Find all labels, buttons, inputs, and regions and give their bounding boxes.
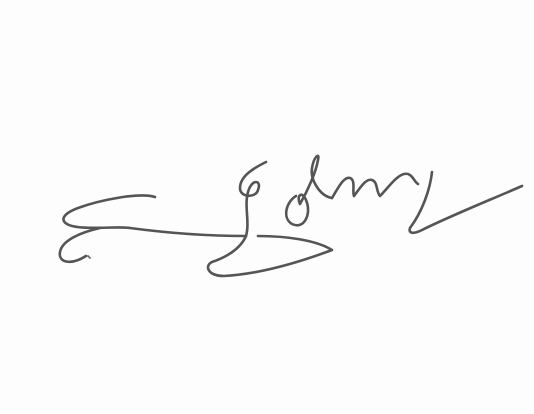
signature-stroke-right-tail (410, 172, 522, 233)
signature-stroke-middle-letters (286, 156, 332, 225)
signature-stroke-left-hook (60, 228, 100, 262)
signature-dot (88, 256, 90, 258)
signature-stroke-humps (332, 174, 418, 198)
